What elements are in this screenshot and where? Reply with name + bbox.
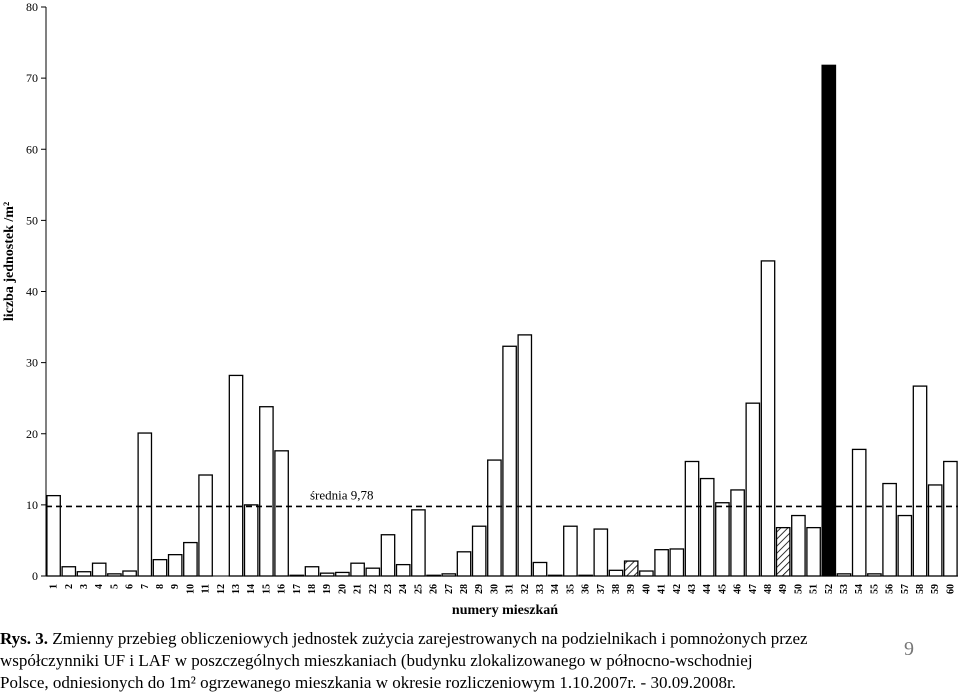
bar-25: [412, 510, 425, 576]
bar-47: [746, 403, 759, 576]
x-tick-label: 16: [276, 584, 288, 594]
bar-24: [397, 565, 410, 576]
x-tick-label: 11: [200, 584, 212, 594]
caption-line-1: Zmienny przebieg obliczeniowych jednostek zużycia zarejestrowanych na podzielnikach i pomnożonych przez: [48, 629, 808, 648]
x-tick-label: 36: [580, 584, 592, 594]
bar-22: [366, 568, 379, 576]
bars: [47, 65, 957, 576]
x-tick-label: 2: [63, 584, 75, 589]
x-tick-label: 54: [854, 584, 866, 594]
bar-56: [883, 484, 896, 576]
x-tick-label: 52: [823, 584, 835, 594]
bar-45: [716, 503, 729, 576]
page-number: 9: [904, 638, 914, 660]
x-tick-label: 25: [413, 584, 425, 594]
x-tick-label: 60: [945, 584, 957, 594]
x-tick-label: 6: [124, 584, 136, 589]
y-tick-label: 80: [26, 0, 38, 14]
bar-57: [898, 516, 911, 576]
bar-14: [245, 505, 258, 576]
x-tick-label: 26: [428, 584, 440, 594]
x-tick-label: 14: [246, 584, 258, 594]
bar-3: [77, 572, 90, 576]
bar-41: [655, 550, 668, 576]
x-tick-label: 5: [109, 584, 121, 589]
x-tick-label: 53: [839, 584, 850, 594]
figure-caption: [0, 628, 960, 694]
bar-18: [305, 567, 318, 576]
bar-30: [488, 460, 501, 576]
bar-16: [275, 451, 288, 576]
bar-42: [670, 549, 683, 576]
bar-37: [594, 529, 607, 576]
bar-32: [518, 335, 531, 576]
y-tick-label: 50: [26, 213, 38, 228]
y-tick-label: 40: [26, 284, 38, 299]
x-tick-label: 59: [930, 584, 942, 594]
x-tick-label: 32: [519, 584, 531, 594]
x-tick-label: 50: [793, 584, 805, 594]
bar-10: [184, 543, 197, 576]
caption-line-2: współczynniki UF i LAF w poszczególnych mieszkaniach (budynku zlokalizowanego w północno-wschodniej: [0, 651, 753, 670]
y-tick-label: 70: [26, 71, 38, 86]
x-tick-label: 44: [702, 584, 714, 594]
x-tick-label: 24: [398, 584, 410, 594]
x-tick-label: 40: [641, 584, 653, 594]
x-tick-label: 8: [155, 584, 166, 589]
x-tick-label: 51: [808, 584, 820, 594]
average-label: średnia 9,78: [310, 487, 374, 503]
bar-38: [609, 570, 622, 576]
bar-49: [777, 528, 790, 576]
y-axis-title: liczba jednostek /m²: [2, 201, 17, 322]
bar-46: [731, 490, 744, 576]
caption-line-3: Polsce, odniesionych do 1m² ogrzewanego mieszkania w okresie rozliczeniowym 1.10.2007r. - 30.09.2008r.: [0, 673, 736, 692]
x-tick-label: 20: [337, 584, 349, 594]
bar-15: [260, 407, 273, 576]
x-tick-label: 46: [732, 584, 744, 594]
x-tick-label: 47: [747, 584, 759, 594]
x-tick-label: 22: [367, 584, 379, 594]
y-tick-label: 20: [26, 426, 38, 441]
bar-40: [640, 571, 653, 576]
bar-35: [564, 526, 577, 576]
bar-7: [138, 433, 151, 576]
bar-13: [229, 375, 242, 576]
bar-48: [761, 261, 774, 576]
x-tick-label: 45: [717, 584, 729, 594]
x-tick-label: 35: [565, 584, 577, 594]
x-tick-label: 57: [899, 584, 911, 594]
x-tick-label: 31: [504, 584, 516, 594]
x-tick-label: 23: [383, 584, 394, 594]
bar-29: [473, 526, 486, 576]
bar-50: [792, 516, 805, 576]
bar-31: [503, 346, 516, 576]
x-tick-label: 15: [261, 584, 273, 594]
bar-8: [153, 560, 166, 576]
x-tick-label: 43: [687, 584, 698, 594]
x-tick-label: 19: [322, 584, 334, 594]
bar-51: [807, 528, 820, 576]
bar-59: [929, 485, 942, 576]
bar-52: [822, 65, 835, 576]
x-tick-label: 29: [474, 584, 486, 594]
x-tick-label: 38: [611, 584, 622, 594]
y-axis-ticks: [26, 0, 46, 583]
bar-21: [351, 563, 364, 576]
bar-43: [685, 461, 698, 576]
x-tick-label: 1: [48, 584, 60, 589]
x-tick-label: 30: [489, 584, 501, 594]
x-tick-label: 9: [170, 584, 182, 589]
x-tick-label: 10: [185, 584, 197, 594]
bar-23: [381, 535, 394, 576]
bar-60: [944, 461, 957, 576]
x-tick-label: 7: [139, 584, 151, 589]
x-tick-label: 3: [79, 584, 90, 589]
x-tick-label: 55: [869, 584, 881, 594]
x-tick-label: 18: [307, 584, 318, 594]
bar-11: [199, 475, 212, 576]
bar-58: [913, 386, 926, 576]
x-tick-label: 17: [291, 584, 303, 594]
y-tick-label: 0: [32, 569, 38, 583]
x-tick-label: 49: [778, 584, 790, 594]
x-tick-label: 41: [656, 584, 668, 594]
bar-39: [625, 561, 638, 576]
y-tick-label: 10: [26, 497, 38, 512]
bar-2: [62, 567, 75, 576]
bar-28: [457, 552, 470, 576]
x-tick-label: 37: [595, 584, 607, 594]
x-axis-title: numery mieszkań: [451, 603, 559, 618]
x-tick-label: 27: [443, 584, 455, 594]
x-tick-label: 12: [215, 584, 227, 594]
bar-54: [853, 449, 866, 576]
bar-33: [533, 562, 546, 576]
x-tick-label: 58: [915, 584, 926, 594]
x-tick-label: 39: [626, 584, 638, 594]
bar-20: [336, 572, 349, 576]
x-axis-ticks: [49, 584, 957, 594]
bar-1: [47, 496, 60, 576]
bar-6: [123, 571, 136, 576]
x-tick-label: 28: [459, 584, 470, 594]
bar-4: [93, 563, 106, 576]
y-tick-label: 30: [26, 355, 38, 370]
x-tick-label: 21: [352, 584, 364, 594]
x-tick-label: 4: [94, 584, 106, 589]
y-tick-label: 60: [26, 142, 38, 157]
x-tick-label: 34: [550, 584, 562, 594]
caption-lead: Rys. 3.: [0, 629, 49, 648]
x-tick-label: 42: [671, 584, 683, 594]
bar-44: [701, 479, 714, 576]
bar-9: [169, 555, 182, 576]
x-tick-label: 48: [763, 584, 774, 594]
x-tick-label: 56: [884, 584, 896, 594]
x-tick-label: 33: [535, 584, 546, 594]
x-tick-label: 13: [231, 584, 242, 594]
